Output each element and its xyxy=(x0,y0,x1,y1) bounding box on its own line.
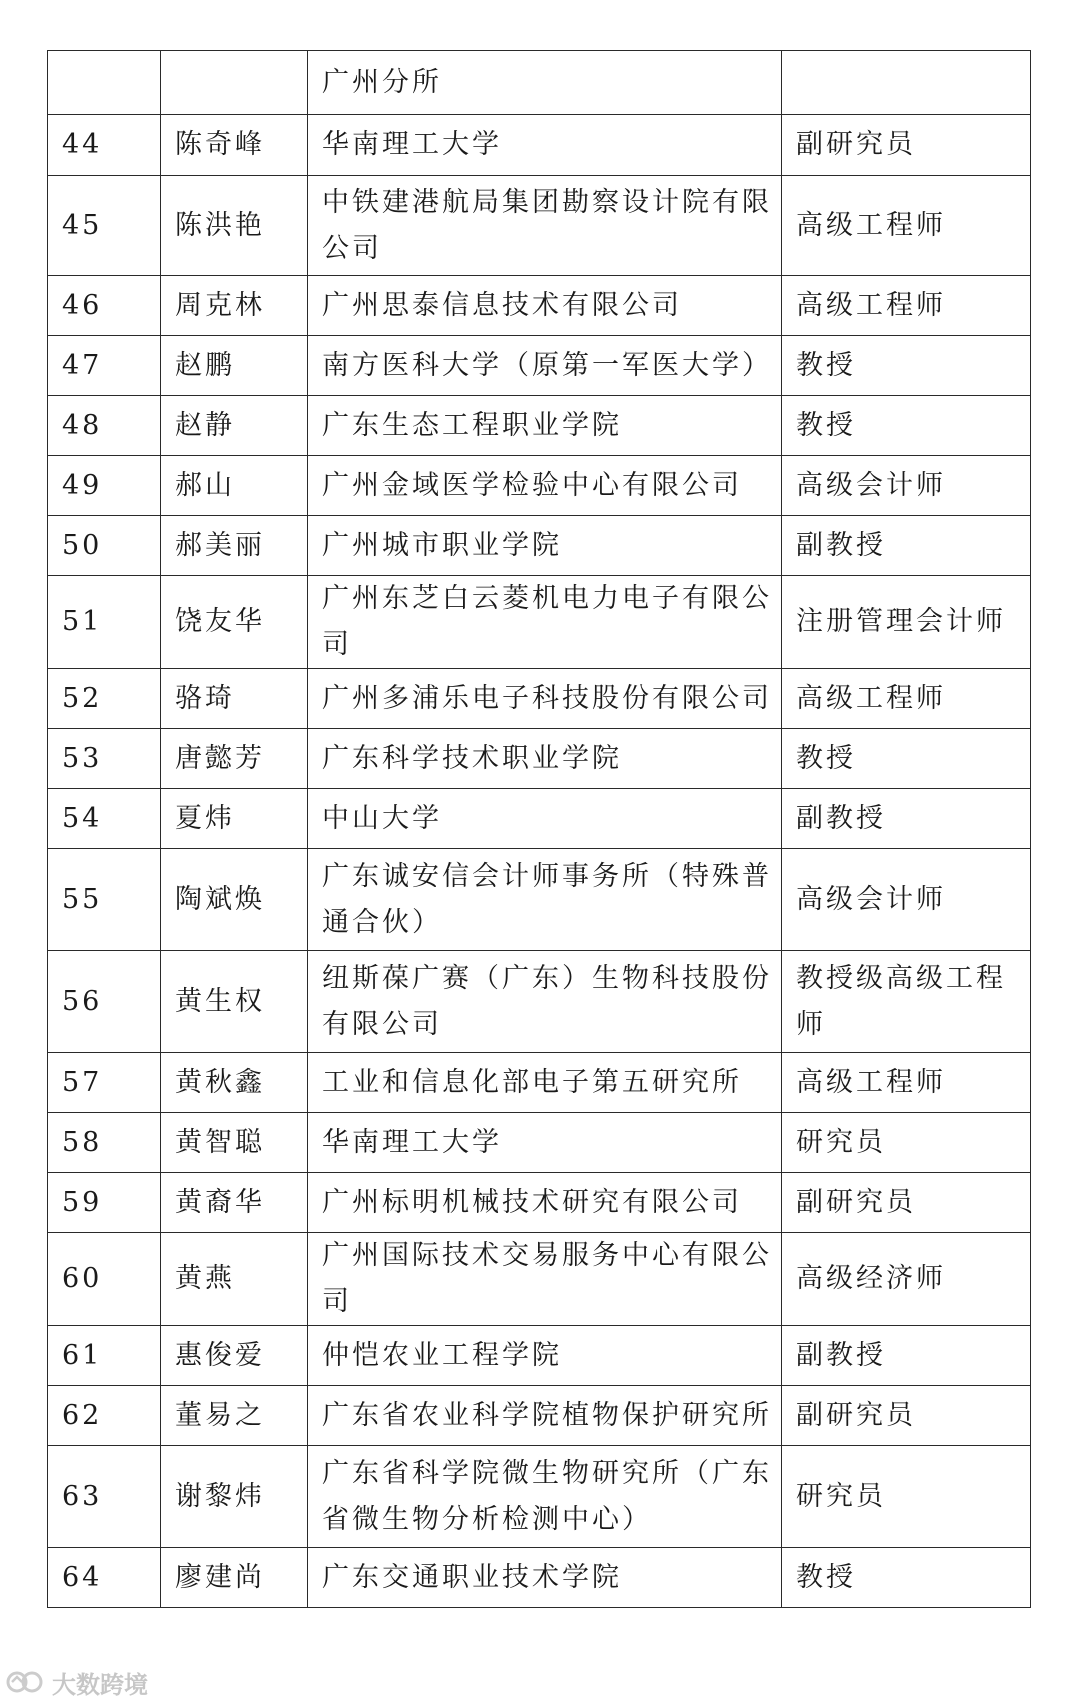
row-number-cell: 60 xyxy=(48,1233,161,1326)
title-cell: 高级会计师 xyxy=(782,849,1031,951)
title-cell: 副教授 xyxy=(782,1326,1031,1386)
title-cell: 高级工程师 xyxy=(782,276,1031,336)
table-row xyxy=(48,1053,1031,1113)
name-cell: 惠俊爱 xyxy=(161,1326,308,1386)
table-row xyxy=(48,115,1031,176)
title-cell: 高级工程师 xyxy=(782,1053,1031,1113)
row-number-cell: 48 xyxy=(48,396,161,456)
organization-cell: 广州城市职业学院 xyxy=(308,516,782,576)
title-cell: 高级会计师 xyxy=(782,456,1031,516)
row-number-cell: 55 xyxy=(48,849,161,951)
row-number-cell: 44 xyxy=(48,115,161,176)
organization-cell: 广东诚安信会计师事务所（特殊普通合伙） xyxy=(308,849,782,951)
row-number-cell: 46 xyxy=(48,276,161,336)
organization-cell: 纽斯葆广赛（广东）生物科技股份有限公司 xyxy=(308,951,782,1053)
title-cell: 高级经济师 xyxy=(782,1233,1031,1326)
name-cell: 黄秋鑫 xyxy=(161,1053,308,1113)
name-cell: 夏炜 xyxy=(161,789,308,849)
name-cell: 郝美丽 xyxy=(161,516,308,576)
name-cell: 黄裔华 xyxy=(161,1173,308,1233)
name-cell: 赵静 xyxy=(161,396,308,456)
row-number-cell: 52 xyxy=(48,669,161,729)
table-row xyxy=(48,669,1031,729)
table-row xyxy=(48,396,1031,456)
watermark-text: 大数跨境 xyxy=(52,1670,148,1699)
organization-cell: 中铁建港航局集团勘察设计院有限公司 xyxy=(308,176,782,276)
title-cell: 高级工程师 xyxy=(782,669,1031,729)
name-cell: 赵鹏 xyxy=(161,336,308,396)
name-cell: 陈奇峰 xyxy=(161,115,308,176)
organization-cell: 广州金域医学检验中心有限公司 xyxy=(308,456,782,516)
title-cell: 副研究员 xyxy=(782,1173,1031,1233)
table-row xyxy=(48,276,1031,336)
table-row xyxy=(48,516,1031,576)
title-cell: 注册管理会计师 xyxy=(782,576,1031,669)
name-cell: 郝山 xyxy=(161,456,308,516)
table-row xyxy=(48,849,1031,951)
organization-cell: 广东省农业科学院植物保护研究所 xyxy=(308,1386,782,1446)
logo-mark-icon xyxy=(6,1667,46,1697)
name-cell: 谢黎炜 xyxy=(161,1446,308,1548)
organization-cell: 中山大学 xyxy=(308,789,782,849)
table-row xyxy=(48,51,1031,115)
organization-cell: 工业和信息化部电子第五研究所 xyxy=(308,1053,782,1113)
table-row xyxy=(48,729,1031,789)
title-cell: 教授 xyxy=(782,729,1031,789)
table-row xyxy=(48,789,1031,849)
table-row xyxy=(48,176,1031,276)
table-row xyxy=(48,1386,1031,1446)
table-row xyxy=(48,456,1031,516)
name-cell: 骆琦 xyxy=(161,669,308,729)
organization-cell: 广东生态工程职业学院 xyxy=(308,396,782,456)
row-number-cell: 53 xyxy=(48,729,161,789)
name-cell: 陈洪艳 xyxy=(161,176,308,276)
row-number-cell: 58 xyxy=(48,1113,161,1173)
title-cell: 副教授 xyxy=(782,516,1031,576)
name-cell xyxy=(161,51,308,115)
row-number-cell: 62 xyxy=(48,1386,161,1446)
row-number-cell: 64 xyxy=(48,1548,161,1608)
organization-cell: 广州标明机械技术研究有限公司 xyxy=(308,1173,782,1233)
name-cell: 周克林 xyxy=(161,276,308,336)
name-cell: 黄智聪 xyxy=(161,1113,308,1173)
title-cell: 高级工程师 xyxy=(782,176,1031,276)
name-cell: 廖建尚 xyxy=(161,1548,308,1608)
title-cell: 副教授 xyxy=(782,789,1031,849)
row-number-cell: 47 xyxy=(48,336,161,396)
organization-cell: 广州国际技术交易服务中心有限公司 xyxy=(308,1233,782,1326)
row-number-cell: 56 xyxy=(48,951,161,1053)
table-row xyxy=(48,1173,1031,1233)
organization-cell: 华南理工大学 xyxy=(308,115,782,176)
row-number-cell xyxy=(48,51,161,115)
organization-cell: 广东科学技术职业学院 xyxy=(308,729,782,789)
organization-cell: 华南理工大学 xyxy=(308,1113,782,1173)
table-row xyxy=(48,576,1031,669)
title-cell: 教授 xyxy=(782,336,1031,396)
organization-cell: 仲恺农业工程学院 xyxy=(308,1326,782,1386)
organization-cell: 广东交通职业技术学院 xyxy=(308,1548,782,1608)
organization-cell: 广州思泰信息技术有限公司 xyxy=(308,276,782,336)
row-number-cell: 50 xyxy=(48,516,161,576)
organization-cell: 南方医科大学（原第一军医大学） xyxy=(308,336,782,396)
row-number-cell: 54 xyxy=(48,789,161,849)
row-number-cell: 45 xyxy=(48,176,161,276)
title-cell: 教授级高级工程师 xyxy=(782,951,1031,1053)
title-cell: 教授 xyxy=(782,1548,1031,1608)
roster-table-body xyxy=(48,51,1031,1608)
watermark xyxy=(6,1665,148,1699)
name-cell: 饶友华 xyxy=(161,576,308,669)
table-row xyxy=(48,951,1031,1053)
title-cell: 副研究员 xyxy=(782,115,1031,176)
table-row xyxy=(48,1548,1031,1608)
title-cell: 研究员 xyxy=(782,1113,1031,1173)
row-number-cell: 61 xyxy=(48,1326,161,1386)
row-number-cell: 63 xyxy=(48,1446,161,1548)
name-cell: 陶斌焕 xyxy=(161,849,308,951)
table-row xyxy=(48,1326,1031,1386)
table-row xyxy=(48,1233,1031,1326)
organization-cell: 广东省科学院微生物研究所（广东省微生物分析检测中心） xyxy=(308,1446,782,1548)
row-number-cell: 59 xyxy=(48,1173,161,1233)
table-row xyxy=(48,1446,1031,1548)
row-number-cell: 49 xyxy=(48,456,161,516)
title-cell: 研究员 xyxy=(782,1446,1031,1548)
row-number-cell: 51 xyxy=(48,576,161,669)
roster-table xyxy=(47,50,1031,1608)
organization-cell: 广州多浦乐电子科技股份有限公司 xyxy=(308,669,782,729)
name-cell: 黄燕 xyxy=(161,1233,308,1326)
table-row xyxy=(48,336,1031,396)
row-number-cell: 57 xyxy=(48,1053,161,1113)
name-cell: 唐懿芳 xyxy=(161,729,308,789)
name-cell: 董易之 xyxy=(161,1386,308,1446)
title-cell xyxy=(782,51,1031,115)
organization-cell: 广州分所 xyxy=(308,51,782,115)
title-cell: 教授 xyxy=(782,396,1031,456)
organization-cell: 广州东芝白云菱机电力电子有限公司 xyxy=(308,576,782,669)
name-cell: 黄生权 xyxy=(161,951,308,1053)
table-row xyxy=(48,1113,1031,1173)
title-cell: 副研究员 xyxy=(782,1386,1031,1446)
